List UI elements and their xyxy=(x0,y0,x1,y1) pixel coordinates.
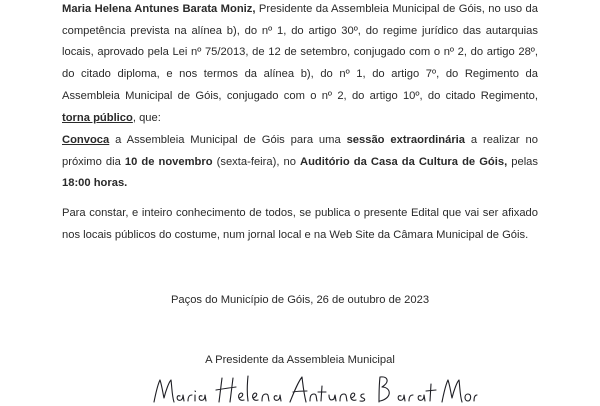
torna-publico: torna público xyxy=(62,111,133,124)
session-date: 10 de novembro xyxy=(124,155,213,168)
paragraph-convocation xyxy=(62,130,538,195)
session-type: sessão extraordinária xyxy=(346,134,465,146)
paragraph-publication: Para constar, e inteiro conhecimento de todos, se publica o presente Edital que vai ser afixado nos locais públicos do costume, num jornal local e na Web Site da Câmara Municipal de Góis. xyxy=(62,207,538,241)
convocation-text-b: a realizar no próximo dia xyxy=(62,134,538,168)
session-place: Auditório da Casa da Cultura de Góis, xyxy=(300,155,508,168)
president-name: Maria Helena Antunes Barata Moniz, xyxy=(62,3,256,15)
date-line: Paços do Município de Góis, 26 de outubro de 2023 xyxy=(170,294,430,306)
convoca-label: Convoca xyxy=(62,134,110,146)
paragraph-preamble xyxy=(62,0,538,129)
preamble-end: , que: xyxy=(132,111,161,124)
convocation-text-a: a Assembleia Municipal de Góis para uma xyxy=(109,134,347,146)
convocation-text-c: (sexta-feira), no xyxy=(212,155,301,168)
signature-caption: A Presidente da Assembleia Municipal xyxy=(205,354,395,366)
handwritten-signature xyxy=(150,372,480,406)
convocation-text-d: pelas xyxy=(507,155,539,168)
preamble-text: Presidente da Assembleia Municipal de Góis, no uso da competência prevista na alínea b), do nº 1, do artigo 30º, do regime jurídico das autarquias locais, aprovado pela Lei nº 75/2013, de 12 de setembro, conjugado com o nº 2, do artigo 28º, do citado diploma, e nos termos da alínea b), do nº 1, do artigo 7º, do Regimento da Assembleia Municipal de Góis, conjugado com o nº 2, do artigo 10º, do citado Regimento, xyxy=(62,3,538,102)
session-time: 18:00 horas. xyxy=(62,177,128,190)
